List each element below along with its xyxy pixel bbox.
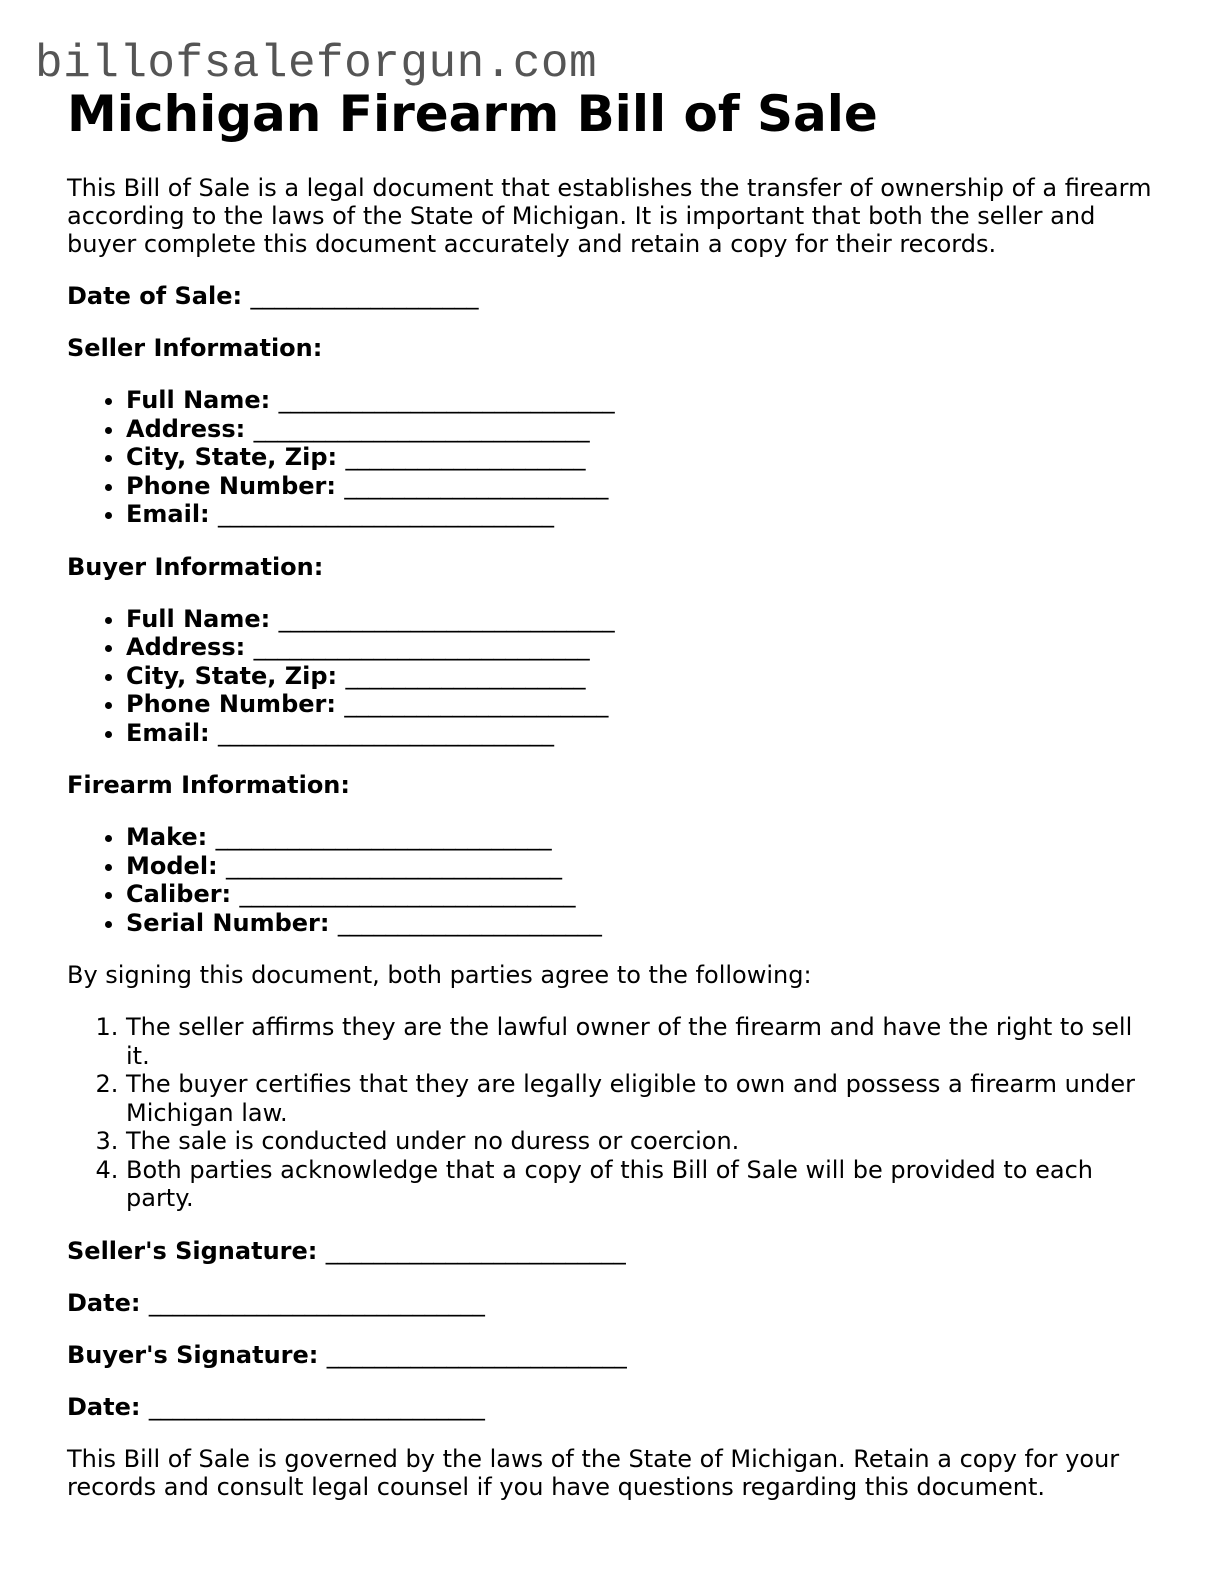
field-label: Email: <box>126 500 210 528</box>
seller-address-field <box>126 415 1157 444</box>
terms-list <box>67 1013 1157 1213</box>
buyer-signature-blank: _________________________ <box>326 1340 627 1369</box>
terms-lead-text: By signing this document, both parties agree to the following: <box>67 961 812 989</box>
terms-item: 2. The buyer certifies that they are legally eligible to own and possess a firearm under Michigan law. <box>126 1070 1157 1127</box>
site-watermark: billofsaleforgun.com <box>35 38 598 90</box>
page-title: Michigan Firearm Bill of Sale <box>67 85 878 143</box>
field-label: City, State, Zip: <box>126 661 338 690</box>
field-label: Caliber: <box>126 880 232 908</box>
field-blank: ______________________ <box>337 908 602 937</box>
date-of-sale-label: Date of Sale: <box>67 282 243 310</box>
buyer-date-blank: ____________________________ <box>148 1392 485 1421</box>
field-blank: ______________________ <box>344 690 609 718</box>
intro-paragraph: This Bill of Sale is a legal document that establishes the transfer of ownership of a firearm according to the laws of the State of Michigan. It is important that both the seller and buyer complete this document accurately and retain a copy for their records. <box>67 174 1152 258</box>
seller-city-state-zip-field <box>126 443 1157 472</box>
firearm-fields-list <box>67 823 1157 937</box>
seller-email-field <box>126 500 1157 529</box>
field-blank: ____________________________ <box>278 386 615 414</box>
bill-of-sale-document <box>67 82 1157 1501</box>
seller-date-field <box>67 1289 1157 1317</box>
field-blank: ____________________________ <box>218 500 555 528</box>
seller-signature-label: Seller's Signature: <box>67 1236 318 1265</box>
field-blank: ______________________ <box>344 471 609 500</box>
field-blank: ____________________________ <box>215 823 552 851</box>
firearm-caliber-field <box>126 880 1157 909</box>
field-label: Email: <box>126 718 210 747</box>
buyer-section-heading: Buyer Information: <box>67 552 324 581</box>
field-label: Full Name: <box>126 386 271 414</box>
buyer-phone-field <box>126 690 1157 719</box>
firearm-serial-number-field <box>126 909 1157 938</box>
buyer-signature-field <box>67 1341 1157 1369</box>
field-blank: ____________________________ <box>226 851 563 880</box>
buyer-date-label: Date: <box>67 1392 141 1421</box>
field-blank: ____________________________ <box>253 633 590 661</box>
field-blank: ____________________________ <box>253 414 590 443</box>
buyer-signature-label: Buyer's Signature: <box>67 1340 319 1369</box>
buyer-date-field <box>67 1393 1157 1421</box>
field-label: Model: <box>126 851 218 880</box>
firearm-make-field <box>126 823 1157 852</box>
buyer-email-field <box>126 719 1157 748</box>
terms-item: 1. The seller affirms they are the lawful owner of the firearm and have the right to sell it. <box>126 1013 1157 1070</box>
terms-item: 4. Both parties acknowledge that a copy of this Bill of Sale will be provided to each party. <box>126 1156 1157 1213</box>
buyer-fields-list <box>67 605 1157 748</box>
firearm-section-heading: Firearm Information: <box>67 771 350 799</box>
seller-date-blank: ____________________________ <box>148 1288 485 1317</box>
field-blank: ____________________ <box>345 661 586 690</box>
field-blank: ____________________________ <box>278 604 615 633</box>
seller-full-name-field <box>126 386 1157 415</box>
seller-fields-list <box>67 386 1157 529</box>
field-label: Phone Number: <box>126 690 336 718</box>
field-label: Make: <box>126 823 208 851</box>
seller-date-label: Date: <box>67 1288 141 1317</box>
closing-paragraph: This Bill of Sale is governed by the laws of the State of Michigan. Retain a copy for your records and consult legal counsel if you have questions regarding this document. <box>67 1444 1120 1501</box>
field-label: Address: <box>126 414 246 443</box>
seller-section-heading: Seller Information: <box>67 334 323 362</box>
seller-phone-field <box>126 472 1157 501</box>
field-label: Address: <box>126 633 246 661</box>
field-blank: ____________________ <box>345 443 586 471</box>
buyer-full-name-field <box>126 605 1157 634</box>
field-label: Full Name: <box>126 604 271 633</box>
firearm-model-field <box>126 852 1157 881</box>
seller-signature-blank: _________________________ <box>325 1236 626 1265</box>
field-label: Phone Number: <box>126 471 336 500</box>
date-of-sale-blank: ___________________ <box>250 282 479 310</box>
field-label: Serial Number: <box>126 908 330 937</box>
date-of-sale-field <box>67 282 1157 310</box>
terms-item: 3. The sale is conducted under no duress or coercion. <box>126 1127 1157 1156</box>
field-blank: ____________________________ <box>218 718 555 747</box>
buyer-city-state-zip-field <box>126 662 1157 691</box>
seller-signature-field <box>67 1237 1157 1265</box>
buyer-address-field <box>126 633 1157 662</box>
field-blank: ____________________________ <box>239 880 576 908</box>
field-label: City, State, Zip: <box>126 443 338 471</box>
